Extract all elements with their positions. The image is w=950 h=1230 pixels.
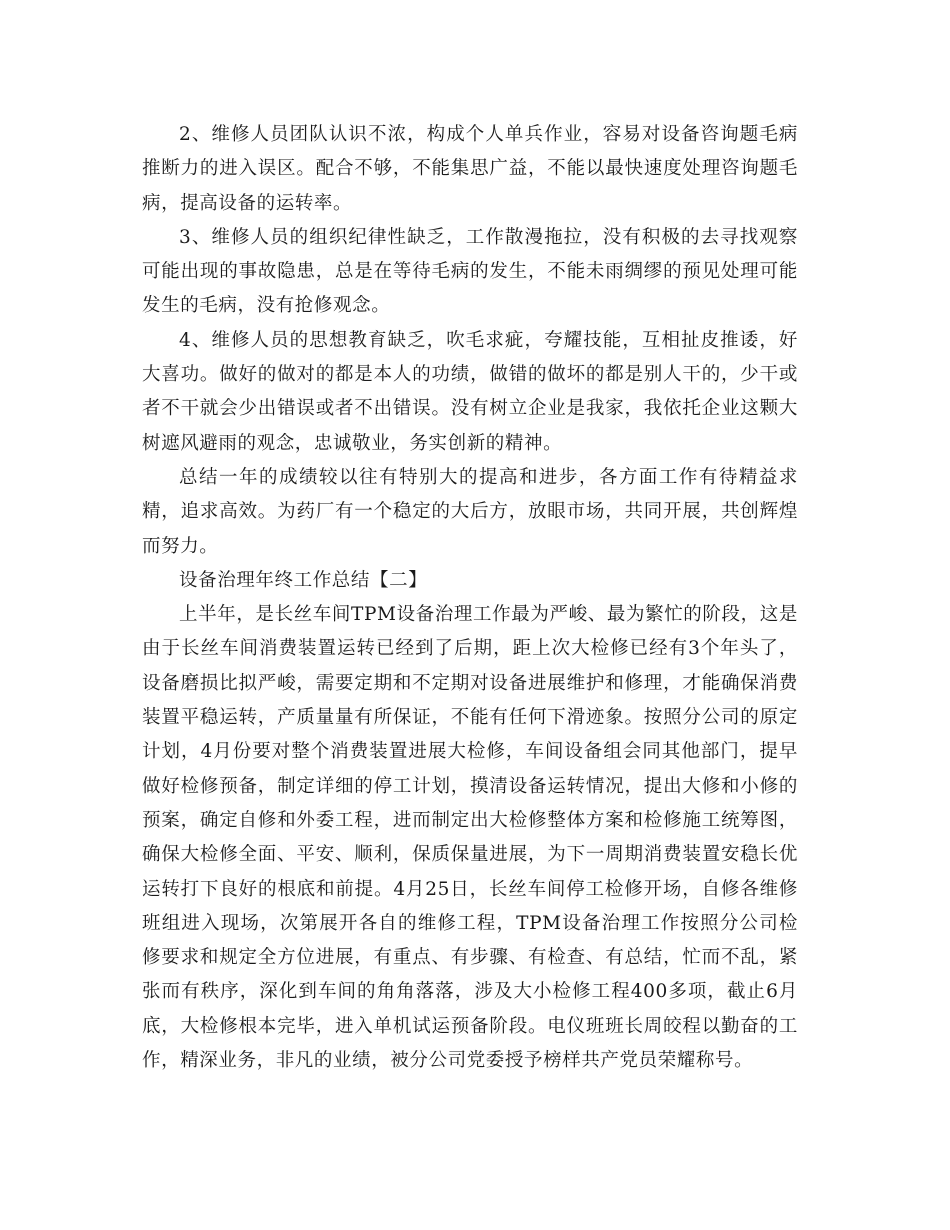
section-heading: 设备治理年终工作总结【二】: [179, 569, 428, 591]
paragraph-first-half-year: 上半年，是长丝车间TPM设备治理工作最为严峻、最为繁忙的阶段，这是由于长丝车间消费装置运转已经到了后期，距上次大检修已经有3个年头了，设备磨损比拟严峻，需要定期和不定期对设备进展维护和修理，才能确保消费装置平稳运转，产质量量有所保证，不能有任何下滑迹象。按照分公司的原定计划，4月份要对整个消费装置进展大检修，车间设备组会同其他部门，提早做好检修预备，制定详细的停工计划，摸清设备运转情况，提出大修和小修的预案，确定自修和外委工程，进而制定出大检修整体方案和检修施工统筹图，确保大检修全面、平安、顺利，保质保量进展，为下一周期消费装置安稳长优运转打下良好的根底和前提。4月25日，长丝车间停工检修开场，自修各维修班组进入现场，次第展开各自的维修工程，TPM设备治理工作按照分公司检修要求和规定全方位进展，有重点、有步骤、有检查、有总结，忙而不乱，紧张而有秩序，深化到车间的角角落落，涉及大小检修工程400多项，截止6月底，大检修根本完毕，进入单机试运预备阶段。电仪班班长周皎程以勤奋的工作，精深业务，非凡的业绩，被分公司党委授予榜样共产党员荣耀称号。: [142, 604, 798, 1072]
paragraph-item-2: 2、维修人员团队认识不浓，构成个人单兵作业，容易对设备咨询题毛病推断力的进入误区。配合不够，不能集思广益，不能以最快速度处理咨询题毛病，提高设备的运转率。: [142, 124, 798, 214]
paragraph-item-3: 3、维修人员的组织纪律性缺乏，工作散漫拖拉，没有积极的去寻找观察可能出现的事故隐患，总是在等待毛病的发生，不能未雨绸缪的预见处理可能发生的毛病，没有抢修观念。: [142, 226, 798, 317]
document-page: [142, 118, 798, 1078]
paragraph-item-4: 4、维修人员的思想教育缺乏，吹毛求疵，夸耀技能，互相扯皮推诿，好大喜功。做好的做对的都是本人的功绩，做错的做坏的都是别人干的，少干或者不干就会少出错误或者不出错误。没有树立企业是我家，我依托企业这颗大树遮风避雨的观念，忠诚敬业，务实创新的精神。: [142, 329, 798, 454]
paragraph-summary: 总结一年的成绩较以往有特别大的提高和进步，各方面工作有待精益求精，追求高效。为药厂有一个稳定的大后方，放眼市场，共同开展，共创辉煌而努力。: [142, 466, 798, 557]
